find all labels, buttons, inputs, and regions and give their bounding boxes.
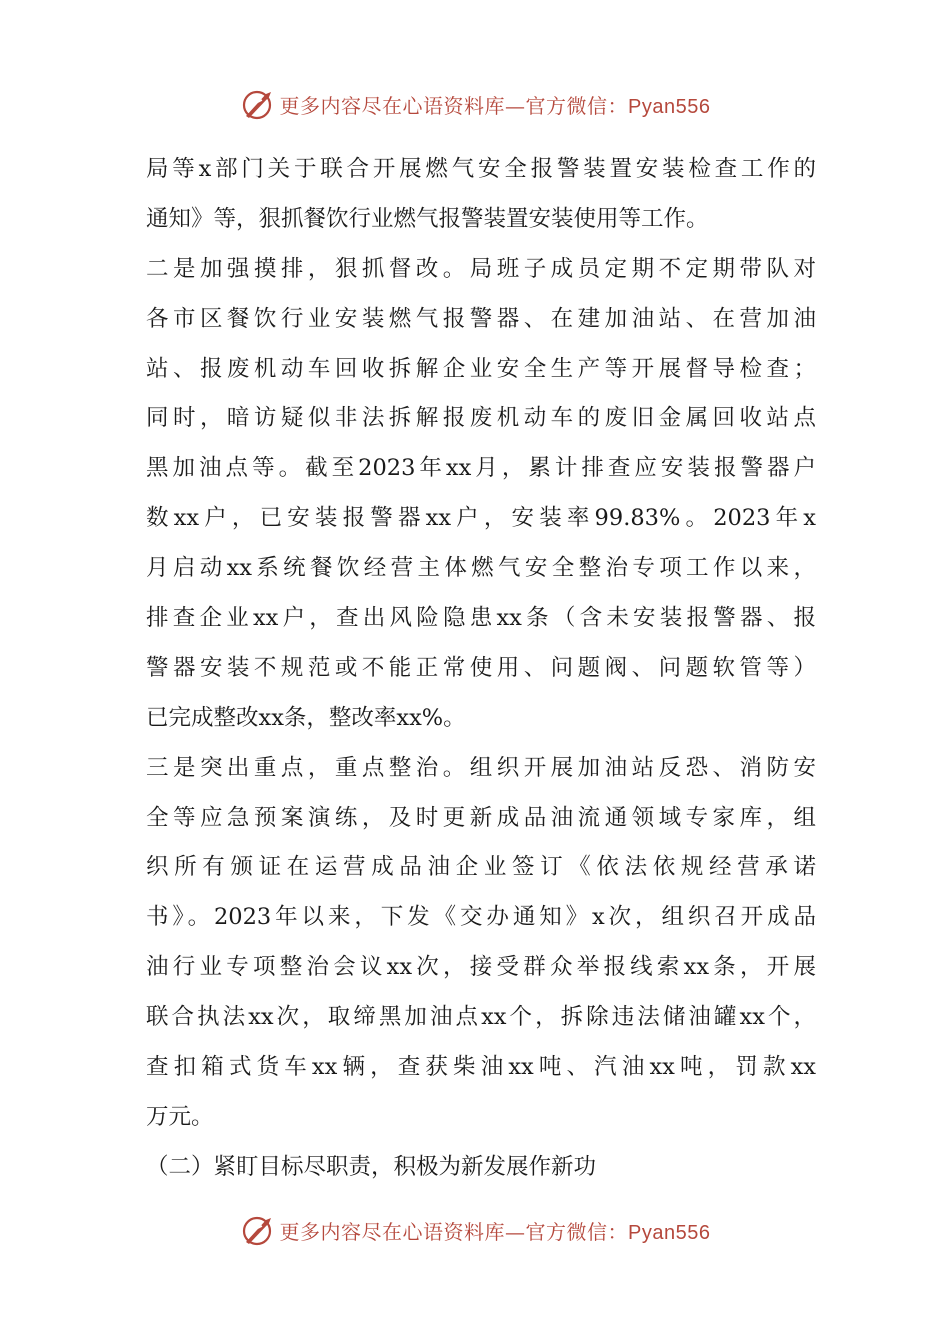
text-line: 三是突出重点，重点整治。组织开展加油站反恐、消防安 — [146, 754, 816, 781]
document-body — [146, 145, 816, 1193]
text-line: 已完成整改xx条，整改率xx%。 — [146, 704, 466, 731]
pen-nib-logo-icon — [240, 1212, 276, 1248]
header-banner — [0, 84, 950, 124]
banner-text: 更多内容尽在心语资料库—官方微信：Pyan556 — [279, 1219, 711, 1244]
text-line: 站、报废机动车回收拆解企业安全生产等开展督导检查； — [146, 355, 816, 382]
section-heading: （二）紧盯目标尽职责，积极为新发展作新功 — [146, 1153, 597, 1180]
text-line: 通知》等，狠抓餐饮行业燃气报警装置安装使用等工作。 — [146, 205, 709, 232]
text-line: 万元。 — [146, 1103, 214, 1130]
pen-nib-logo-icon — [240, 86, 276, 122]
text-line: 警器安装不规范或不能正常使用、问题阀、问题软管等） — [146, 654, 816, 681]
text-line: 各市区餐饮行业安装燃气报警器、在建加油站、在营加油 — [146, 305, 816, 332]
text-line: 全等应急预案演练，及时更新成品油流通领域专家库，组 — [146, 804, 816, 831]
text-line: 排查企业xx户，查出风险隐患xx条（含未安装报警器、报 — [146, 605, 816, 632]
text-line: 二是加强摸排，狠抓督改。局班子成员定期不定期带队对 — [146, 255, 816, 282]
footer-banner — [0, 1210, 950, 1250]
text-line: 书》。2023年以来，下发《交办通知》x次，组织召开成品 — [146, 904, 816, 931]
text-line: 联合执法xx次，取缔黑加油点xx个，拆除违法储油罐xx个， — [146, 1004, 816, 1031]
text-line: 油行业专项整治会议xx次，接受群众举报线索xx条，开展 — [146, 954, 816, 981]
text-line: 月启动xx系统餐饮经营主体燃气安全整治专项工作以来， — [146, 555, 816, 582]
text-line: 查扣箱式货车xx辆，查获柴油xx吨、汽油xx吨，罚款xx — [146, 1054, 816, 1081]
text-line: 织所有颁证在运营成品油企业签订《依法依规经营承诺 — [146, 854, 816, 881]
banner-text: 更多内容尽在心语资料库—官方微信：Pyan556 — [279, 93, 711, 118]
text-line: 数xx户，已安装报警器xx户，安装率99.83%。2023年x — [146, 505, 816, 532]
text-line: 同时，暗访疑似非法拆解报废机动车的废旧金属回收站点 — [146, 405, 816, 432]
text-line: 黑加油点等。截至2023年xx月，累计排查应安装报警器户 — [146, 455, 816, 482]
text-line: 局等x部门关于联合开展燃气安全报警装置安装检查工作的 — [146, 156, 816, 182]
